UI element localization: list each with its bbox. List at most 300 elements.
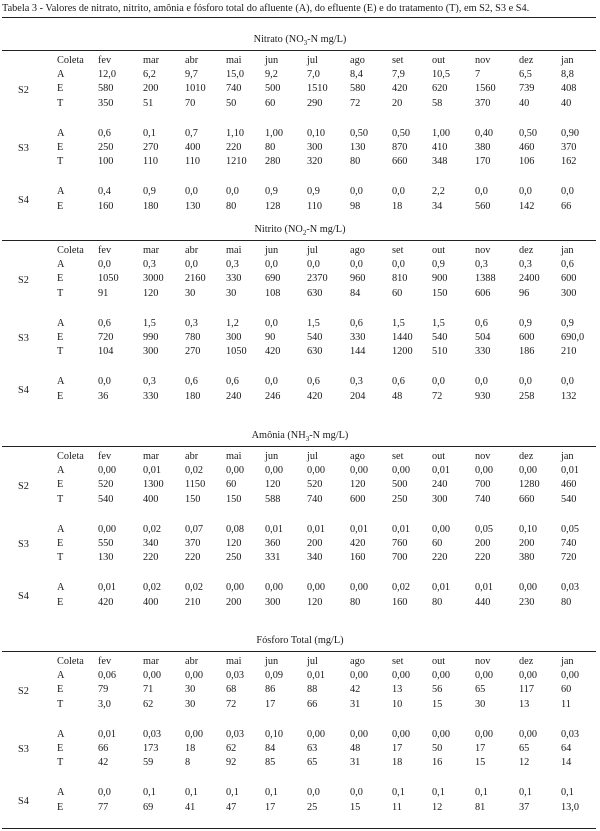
month-header: jan [561,55,574,66]
table-cell: 0,0 [98,787,111,799]
table-cell: 3,0 [98,698,111,710]
table-cell: 0,00 [519,670,538,682]
month-header: abr [185,451,199,462]
table-cell: 0,10 [265,728,284,740]
table-cell: 300 [432,493,448,505]
table-cell: 0,1 [561,787,574,799]
table-cell: 230 [519,596,535,608]
row-code: E [57,684,64,696]
table-cell: 1280 [519,479,540,491]
month-header: nov [475,656,491,667]
table-cell: 85 [265,757,276,769]
table-caption: Tabela 3 - Valores de nitrato, nitrito, amônia e fósforo total do afluente (A), do efluente (E) e do tratamento (T), em S2, S3 e S4. [2,3,530,14]
table-cell: 200 [475,538,491,549]
table-cell: 108 [265,287,281,299]
table-cell: 17 [265,698,276,710]
table-cell: 0,0 [265,317,278,329]
table-cell: 65 [519,743,530,754]
section-rule [2,651,596,652]
table-cell: 42 [98,757,109,769]
table-cell: 12 [519,757,530,769]
bottom-rule [2,828,596,829]
table-cell: 3000 [143,273,164,285]
table-cell: 0,6 [561,259,574,271]
table-cell: 7,0 [307,69,320,81]
table-cell: 1050 [226,346,247,358]
month-header: jul [307,656,318,667]
table-cell: 504 [475,332,491,343]
row-code: A [57,186,65,198]
table-cell: 600 [561,273,577,285]
site-label: S2 [18,480,29,492]
table-cell: 9,7 [185,69,198,81]
table-cell: 0,3 [226,259,239,271]
month-header: set [392,55,404,66]
table-cell: 810 [392,273,408,285]
table-cell: 0,1 [226,787,239,799]
month-header: jul [307,245,318,256]
table-cell: 0,00 [350,728,369,740]
table-cell: 540 [307,332,323,343]
table-cell: 18 [392,200,403,212]
table-cell: 0,00 [143,670,162,682]
table-cell: 0,50 [350,127,369,139]
table-cell: 30 [475,698,486,710]
table-cell: 700 [475,479,491,491]
table-cell: 11 [561,698,571,710]
table-cell: 0,40 [475,127,494,139]
table-cell: 420 [307,390,323,402]
table-cell: 270 [143,142,159,153]
table-cell: 40 [561,97,572,109]
table-cell: 520 [98,479,114,491]
table-cell: 20 [392,97,403,109]
row-code: E [57,538,64,549]
site-label: S3 [18,744,29,756]
table-cell: 59 [143,757,154,769]
table-cell: 0,00 [98,523,117,535]
month-header: jan [561,656,574,667]
table-cell: 540 [98,493,114,505]
table-cell: 210 [185,596,201,608]
table-cell: 0,01 [561,465,580,477]
table-cell: 1,5 [143,317,156,329]
table-cell: 220 [432,552,448,564]
table-cell: 1388 [475,273,496,285]
table-cell: 50 [226,97,237,109]
month-header: set [392,656,404,667]
row-code: E [57,200,64,212]
table-cell: 150 [432,287,448,299]
table-cell: 1050 [98,273,119,285]
table-cell: 930 [475,390,491,402]
row-code: T [57,698,64,710]
month-header: jan [561,245,574,256]
table-cell: 31 [350,698,361,710]
table-cell: 540 [561,493,577,505]
table-cell: 0,0 [350,259,363,271]
row-code: A [57,787,65,799]
table-cell: 720 [561,552,577,564]
table-cell: 84 [350,287,361,299]
table-cell: 340 [143,538,159,549]
table-cell: 0,00 [561,670,580,682]
title-subscript: 3 [303,39,308,48]
table-cell: 0,6 [98,317,111,329]
section-rule [2,50,596,51]
top-rule [2,17,596,18]
table-cell: 460 [561,479,577,491]
table-cell: 0,3 [519,259,532,271]
table-cell: 0,03 [561,582,580,594]
table-cell: 16 [432,757,443,769]
table-cell: 180 [185,390,201,402]
table-cell: 0,08 [226,523,245,535]
table-cell: 160 [392,596,408,608]
table-cell: 120 [350,479,366,491]
table-cell: 62 [143,698,154,710]
table-cell: 2370 [307,273,328,285]
table-cell: 408 [561,83,577,95]
table-cell: 240 [226,390,242,402]
table-cell: 0,6 [350,317,363,329]
table-cell: 0,01 [143,465,162,477]
table-cell: 0,02 [143,523,162,535]
section-title: Fósforo Total (mg/L) [256,635,344,646]
table-cell: 142 [519,200,535,212]
table-cell: 220 [143,552,159,564]
month-header: set [392,451,404,462]
table-cell: 330 [475,346,491,358]
table-cell: 69 [143,801,154,813]
collection-header: Coleta [57,656,84,667]
month-header: mar [143,656,160,667]
month-header: abr [185,55,199,66]
row-code: T [57,156,64,168]
table-cell: 120 [307,596,323,608]
site-label: S3 [18,143,29,155]
table-cell: 72 [432,390,443,402]
table-cell: 37 [519,801,530,813]
table-cell: 220 [475,552,491,564]
table-cell: 580 [350,83,366,95]
table-cell: 420 [98,596,114,608]
table-cell: 0,1 [143,127,156,139]
table-cell: 0,01 [98,728,117,740]
table-cell: 320 [307,156,323,168]
table-cell: 0,01 [307,670,326,682]
table-cell: 34 [432,200,443,212]
table-cell: 144 [350,346,366,358]
table-cell: 1,00 [265,127,284,139]
table-cell: 15 [350,801,361,813]
table-cell: 0,00 [350,670,369,682]
table-cell: 0,3 [475,259,488,271]
table-cell: 0,9 [519,317,532,329]
table-cell: 150 [226,493,242,505]
table-cell: 380 [519,552,535,564]
month-header: nov [475,55,491,66]
table-cell: 96 [519,287,530,299]
table-cell: 0,00 [392,465,411,477]
table-cell: 739 [519,83,535,95]
table-cell: 110 [185,156,201,168]
table-cell: 128 [265,200,281,212]
table-cell: 40 [519,97,530,109]
table-cell: 330 [226,273,242,285]
table-cell: 0,50 [392,127,411,139]
table-cell: 71 [143,684,154,696]
table-cell: 1,5 [392,317,405,329]
table-cell: 1010 [185,83,206,95]
section-title: Nitrato ($NO_3-N$ mg/L) [253,34,347,48]
table-cell: 0,10 [307,127,326,139]
table-cell: 370 [561,142,577,153]
table-cell: 80 [226,200,237,212]
section-rule [2,240,596,241]
table-cell: 2400 [519,273,540,285]
table-cell: 400 [143,493,159,505]
table-cell: 0,6 [226,376,239,388]
month-header: mar [143,451,160,462]
site-label: S4 [18,590,29,602]
table-cell: 0,01 [350,523,369,535]
table-cell: 220 [185,552,201,564]
table-cell: 41 [185,801,196,813]
table-cell: 120 [143,287,159,299]
table-cell: 120 [226,538,242,549]
table-cell: 0,9 [432,259,445,271]
table-cell: 440 [475,596,491,608]
table-cell: 150 [185,493,201,505]
table-cell: 1,00 [432,127,451,139]
table-cell: 0,00 [307,465,326,477]
row-code: T [57,757,64,769]
table-cell: 60 [561,684,572,696]
table-cell: 0,0 [392,259,405,271]
table-cell: 8,4 [350,69,363,81]
month-header: nov [475,451,491,462]
table-cell: 12 [432,801,443,813]
table-cell: 1,2 [226,317,239,329]
table-cell: 870 [392,142,408,153]
table-cell: 6,5 [519,69,532,81]
site-label: S4 [18,384,29,396]
table-cell: 13 [392,684,403,696]
table-cell: 120 [265,479,281,491]
month-header: mar [143,245,160,256]
row-code: A [57,127,65,139]
section-title: Amônia ($NH_3-N$ mg/L) [251,430,349,444]
row-code: A [57,376,65,388]
table-cell: 180 [143,200,159,212]
table-cell: 0,0 [265,376,278,388]
month-header: jul [307,451,318,462]
row-code: E [57,743,64,754]
table-cell: 0,9 [561,317,574,329]
table-cell: 0,00 [350,465,369,477]
title-subscript: 3 [305,435,310,444]
table-cell: 6,2 [143,69,156,81]
table-cell: 173 [143,743,159,754]
table-cell: 0,3 [143,376,156,388]
table-cell: 72 [350,97,361,109]
table-cell: 8,8 [561,69,574,81]
collection-header: Coleta [57,245,84,256]
table-cell: 340 [307,552,323,564]
table-cell: 690 [265,273,281,285]
table-cell: 0,00 [475,670,494,682]
table-cell: 300 [561,287,577,299]
table-cell: 740 [561,538,577,549]
table-cell: 258 [519,390,535,402]
table-cell: 300 [307,142,323,153]
table-cell: 460 [519,142,535,153]
row-code: E [57,479,64,491]
table-cell: 10 [392,698,403,710]
table-cell: 630 [307,346,323,358]
table-cell: 31 [350,757,361,769]
table-cell: 0,1 [143,787,156,799]
table-cell: 13 [519,698,530,710]
month-header: jun [265,656,279,667]
table-cell: 47 [226,801,237,813]
table-cell: 0,0 [98,376,111,388]
table-cell: 86 [265,684,276,696]
row-code: T [57,287,64,299]
row-code: E [57,83,64,95]
month-header: jun [265,245,279,256]
table-cell: 400 [143,596,159,608]
table-cell: 200 [143,83,159,95]
table-cell: 0,00 [392,670,411,682]
month-header: out [432,245,446,256]
table-cell: 588 [265,493,281,505]
table-cell: 81 [475,801,486,813]
month-header: nov [475,245,491,256]
table-cell: 0,3 [350,376,363,388]
table-cell: 0,7 [185,127,198,139]
table-cell: 98 [350,200,361,212]
table-cell: 0,1 [519,787,532,799]
table-cell: 58 [432,97,443,109]
table-cell: 1150 [185,479,206,491]
table-cell: 350 [98,97,114,109]
month-header: ago [350,656,365,667]
table-cell: 0,9 [265,186,278,198]
table-cell: 620 [432,83,448,95]
table-cell: 0,00 [392,728,411,740]
table-cell: 9,2 [265,69,278,81]
row-code: A [57,69,65,81]
table-cell: 117 [519,684,535,696]
row-code: E [57,273,64,285]
table-cell: 0,02 [185,582,204,594]
table-cell: 360 [265,538,281,549]
month-header: mai [226,55,242,66]
table-cell: 740 [475,493,491,505]
table-cell: 780 [185,332,201,343]
table-cell: 15 [432,698,443,710]
table-cell: 0,00 [519,465,538,477]
table-cell: 17 [475,743,486,754]
table-cell: 900 [432,273,448,285]
table-cell: 30 [226,287,237,299]
table-cell: 80 [432,596,443,608]
table-cell: 0,6 [392,376,405,388]
table-cell: 1,10 [226,127,245,139]
table-cell: 0,6 [307,376,320,388]
table-cell: 700 [392,552,408,564]
table-cell: 80 [265,142,276,153]
table-cell: 300 [226,332,242,343]
month-header: jan [561,451,574,462]
table-cell: 0,0 [519,376,532,388]
table-cell: 0,00 [226,582,245,594]
site-label: S2 [18,685,29,697]
table-cell: 0,00 [519,582,538,594]
table-cell: 8 [185,757,191,769]
table-cell: 960 [350,273,366,285]
table-cell: 0,06 [98,670,117,682]
table-cell: 10,5 [432,69,451,81]
month-header: set [392,245,404,256]
table-cell: 62 [226,743,237,754]
table-cell: 132 [561,390,577,402]
row-code: A [57,582,65,594]
table-cell: 0,09 [265,670,284,682]
row-code: T [57,97,64,109]
table-cell: 0,0 [307,787,320,799]
row-code: E [57,596,64,608]
table-cell: 0,05 [561,523,580,535]
table-cell: 186 [519,346,535,358]
table-cell: 0,9 [143,186,156,198]
table-cell: 0,4 [98,186,111,198]
table-cell: 66 [98,743,109,754]
table-cell: 65 [307,757,318,769]
table-cell: 420 [392,83,408,95]
table-cell: 0,9 [307,186,320,198]
table-cell: 240 [432,479,448,491]
table-cell: 0,1 [265,787,278,799]
table-cell: 500 [265,83,281,95]
month-header: fev [98,656,112,667]
table-cell: 660 [519,493,535,505]
table-cell: 130 [350,142,366,153]
row-code: A [57,465,65,477]
month-header: dez [519,245,534,256]
table-cell: 0,6 [185,376,198,388]
site-label: S2 [18,274,29,286]
table-cell: 0,0 [265,259,278,271]
table-cell: 0,6 [475,317,488,329]
table-cell: 60 [432,538,443,549]
table-cell: 18 [392,757,403,769]
table-cell: 204 [350,390,366,402]
table-cell: 0,0 [392,186,405,198]
table-cell: 200 [519,538,535,549]
table-cell: 7 [475,69,481,81]
row-code: E [57,142,64,153]
table-cell: 0,00 [307,582,326,594]
table-cell: 0,0 [350,787,363,799]
row-code: A [57,317,65,329]
table-cell: 63 [307,743,318,754]
table-cell: 64 [561,743,572,754]
section-rule [2,446,596,447]
table-cell: 66 [561,200,572,212]
